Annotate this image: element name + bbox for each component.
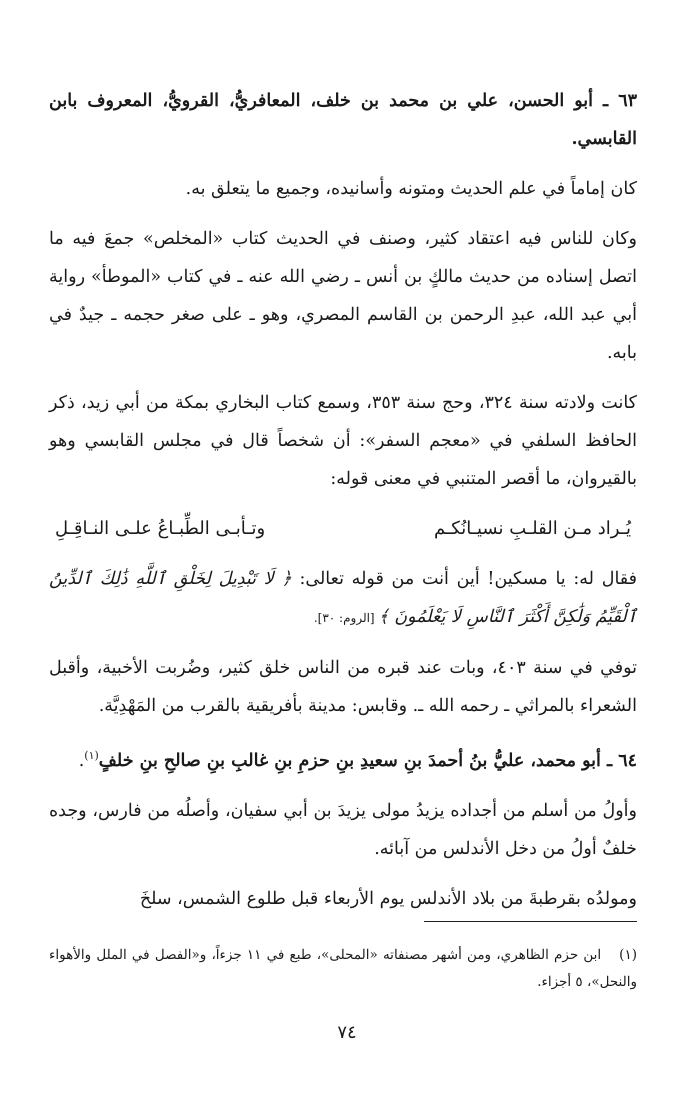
entry-63-paragraph-4	[49, 560, 637, 637]
entry-63-paragraph-2: وكان للناس فيه اعتقاد كثير، وصنف في الحديث كتاب «المخلص» جمعَ فيه ما اتصل إسناده من حديث مالكٍ بن أنس ـ رضي الله عنه ـ في كتاب «الموطأ» رواية أبي عبد الله، عبدِ الرحمن بن القاسم المصري، وهو ـ على صغر حجمه ـ جيدٌ في بابه.	[49, 229, 637, 363]
entry-63-paragraph-1: كان إماماً في علم الحديث ومتونه وأسانيده، وجميع ما يتعلق به.	[185, 179, 637, 199]
poem-hemistich-left: وتـأبـى الطِّبـاعُ علـى النـاقِـلِ	[55, 518, 266, 539]
poem-hemistich-right: يُـراد مـن القلـبِ نسيـانُكـم	[434, 518, 631, 539]
footnote	[49, 942, 637, 996]
quran-verse: ﴿ لَا تَبْدِيلَ لِخَلْقِ ٱللَّهِ ذَٰلِكَ ٱلدِّينُ ٱلْقَيِّمُ وَلَٰكِنَّ أَكْثَرَ ٱلنَّاسِ لَا يَعْلَمُونَ ﴾	[49, 569, 637, 627]
entry-63-heading: ٦٣ ـ أبو الحسن، علي بن محمد بن خلف، المعافريُّ، القرويُّ، المعروف بابن القابسي.	[49, 91, 637, 149]
footnote-reference-marker[interactable]: (١)	[84, 749, 99, 762]
footnote-number: (١)	[619, 947, 637, 963]
entry-64-heading-paragraph	[49, 737, 637, 780]
entry-64-heading-end: .	[78, 750, 85, 771]
entry-64-paragraph-1: وأولُ من أسلم من أجداده يزيدُ مولى يزيدَ بن أبي سفيان، وأصلُه من فارس، وجده خلفٌ أولُ من دخل الأندلس من آبائه.	[49, 800, 637, 859]
footnote-divider	[424, 921, 637, 922]
entry-64-paragraph-2: ومولدُه بقرطبةَ من بلاد الأندلس يوم الأربعاء قبل طلوع الشمس، سلخَ	[139, 888, 637, 909]
page-number: ٧٤	[337, 1022, 357, 1043]
poem-verse	[49, 510, 637, 548]
footnote-text: ابن حزم الظاهري، ومن أشهر مصنفاته «المحلى»، طبع في ١١ جزءاً، و«الفصل في الملل والأهواء والنحل»، ٥ أجزاء.	[49, 947, 637, 990]
entry-63-paragraph-5: توفي في سنة ٤٠٣، وبات عند قبره من الناس خلق كثير، وضُربت الأخبية، وأقبل الشعراء بالمراثي ـ رحمه الله ـ. وقابس: مدينة بأفريقية بالقرب من المَهْدِيَّة.	[49, 658, 637, 716]
quran-reference: [الروم: ٣٠].	[313, 611, 379, 625]
entry-64-heading: ٦٤ ـ أبو محمد، عليُّ بنُ أحمدَ بنِ سعيدِ بنِ حزمِ بنِ غالبِ بنِ صالحِ بنِ خلفٍ	[98, 750, 637, 771]
entry-63-paragraph-3: كانت ولادته سنة ٣٢٤، وحج سنة ٣٥٣، وسمع كتاب البخاري بمكة من أبي زيد، ذكر الحافظ السلفي في «معجم السفر»: أن شخصاً قال في مجلس القابسي وهو بالقيروان، ما أقصر المتنبي في معنى قوله:	[49, 393, 637, 489]
entry-63-heading-paragraph	[49, 82, 637, 158]
quran-intro: فقال له: يا مسكين! أين أنت من قوله تعالى:	[291, 569, 637, 589]
